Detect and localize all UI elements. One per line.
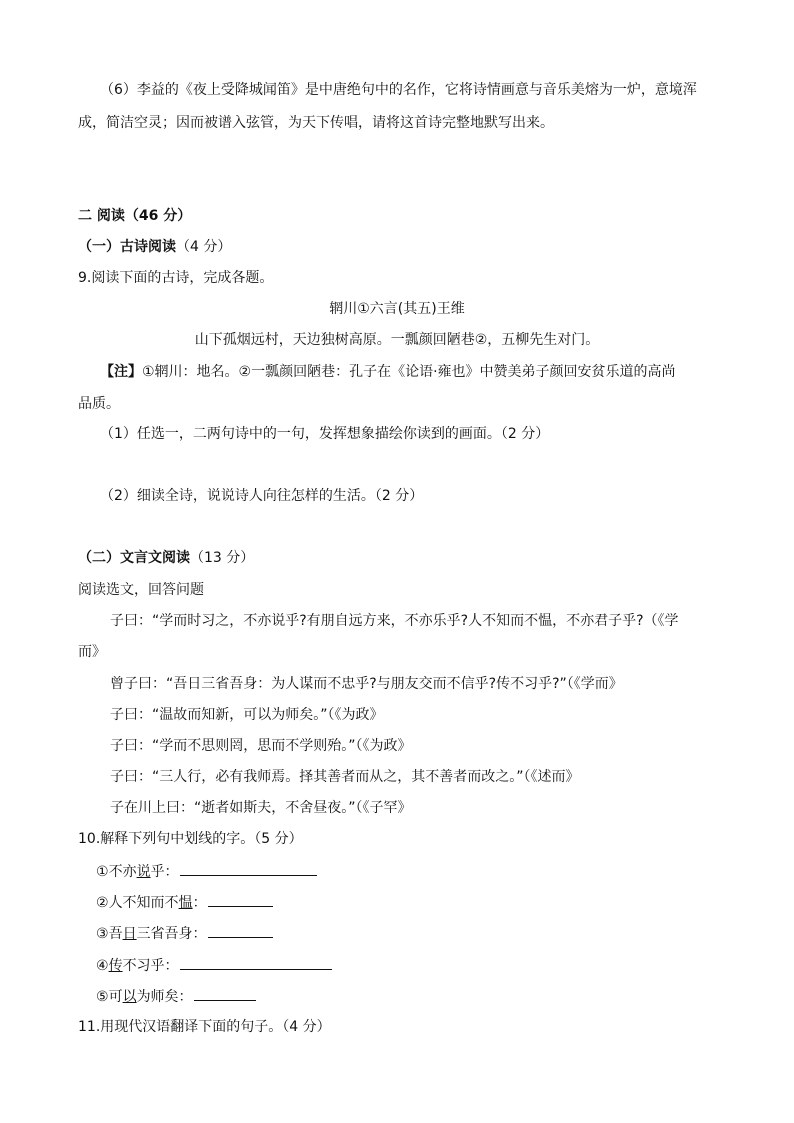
subsection2-title: （二）文言文阅读 bbox=[78, 550, 190, 566]
q9-1: （1）任选一，二两句诗中的一句，发挥想象描绘你读到的画面。（2 分） bbox=[100, 426, 550, 442]
q10-item-1 bbox=[96, 861, 317, 882]
q10-item-num: ③ bbox=[96, 926, 109, 942]
q10-item-num: ④ bbox=[96, 958, 109, 974]
answer-blank[interactable] bbox=[208, 892, 273, 907]
note-text: ①辋川：地名。②一瓢颜回陋巷：孔子在《论语·雍也》中赞美弟子颜回安贫乐道的高尚 bbox=[142, 364, 676, 380]
subsection2-intro: 阅读选文，回答问题 bbox=[78, 582, 204, 598]
q10-item-marked-char: 愠 bbox=[178, 895, 193, 911]
q11-title: 11.用现代汉语翻译下面的句子。（4 分） bbox=[78, 1019, 331, 1035]
answer-blank[interactable] bbox=[180, 955, 332, 970]
q6-line2: 成，简洁空灵；因而被谱入弦管，为天下传唱，请将这首诗完整地默写出来。 bbox=[78, 115, 554, 131]
poem-line: 山下孤烟远村，天边独树高原。一瓢颜回陋巷②，五柳先生对门。 bbox=[194, 332, 600, 348]
q6-line1: （6）李益的《夜上受降城闻笛》是中唐绝句中的名作，它将诗情画意与音乐美熔为一炉，意境浑 bbox=[100, 82, 697, 98]
subsection2-score: （13 分） bbox=[190, 550, 255, 566]
q10-item-2 bbox=[96, 892, 273, 913]
passage-1-line2: 而》 bbox=[78, 644, 106, 660]
subsection2-heading bbox=[78, 548, 254, 568]
q10-item-pre: 吾 bbox=[108, 926, 123, 942]
passage-6: 子在川上曰：“逝者如斯夫，不舍昼夜。”（《子罕》 bbox=[110, 800, 412, 816]
passage-2: 曾子曰：“吾日三省吾身：为人谋而不忠乎?与朋友交而不信乎?传不习乎?”（《学而》 bbox=[110, 676, 623, 692]
section-title: 二 阅读（46 分） bbox=[78, 208, 192, 224]
q10-item-post: 为师矣： bbox=[136, 989, 193, 1005]
subsection1-title: （一）古诗阅读 bbox=[78, 239, 176, 255]
q10-item-marked-char: 说 bbox=[136, 864, 151, 880]
q10-item-pre: 可 bbox=[108, 989, 123, 1005]
q10-item-pre: 人不知而不 bbox=[108, 895, 179, 911]
q10-item-num: ② bbox=[96, 895, 109, 911]
q10-item-pre: 不亦 bbox=[108, 864, 137, 880]
q10-item-marked-char: 以 bbox=[122, 989, 137, 1005]
q10-item-post: 不习乎： bbox=[122, 958, 179, 974]
q9-2: （2）细读全诗，说说诗人向往怎样的生活。（2 分） bbox=[100, 488, 424, 504]
note-line1 bbox=[100, 362, 676, 382]
q10-item-4 bbox=[96, 955, 332, 976]
answer-blank[interactable] bbox=[194, 986, 256, 1001]
passage-4: 子曰：“学而不思则罔，思而不学则殆。”（《为政》 bbox=[110, 738, 412, 754]
subsection1-heading bbox=[78, 237, 231, 257]
q10-item-num: ⑤ bbox=[96, 989, 109, 1005]
note-label: 【注】 bbox=[100, 364, 142, 380]
q9-intro: 9.阅读下面的古诗，完成各题。 bbox=[78, 270, 274, 286]
q10-title: 10.解释下列句中划线的字。（5 分） bbox=[78, 831, 303, 847]
q10-item-3 bbox=[96, 923, 273, 944]
q10-item-post: 乎： bbox=[150, 864, 179, 880]
q10-item-num: ① bbox=[96, 864, 109, 880]
answer-blank[interactable] bbox=[208, 923, 273, 938]
q10-item-5 bbox=[96, 986, 256, 1007]
passage-5: 子曰：“三人行，必有我师焉。择其善者而从之，其不善者而改之。”（《述而》 bbox=[110, 769, 580, 785]
passage-3: 子曰：“温故而知新，可以为师矣。”（《为政》 bbox=[110, 707, 384, 723]
q10-item-marked-char: 传 bbox=[108, 958, 123, 974]
q10-item-post: ： bbox=[192, 895, 207, 911]
poem-title: 辋川①六言(其五)王维 bbox=[329, 301, 465, 317]
passage-1-line1: 子曰：“学而时习之，不亦说乎?有朋自远方来，不亦乐乎?人不知而不愠，不亦君子乎?（《学 bbox=[110, 613, 679, 629]
subsection1-score: （4 分） bbox=[176, 239, 232, 255]
q10-item-marked-char: 日 bbox=[122, 926, 137, 942]
q10-item-post: 三省吾身： bbox=[136, 926, 207, 942]
note-line2: 品质。 bbox=[78, 396, 120, 412]
answer-blank[interactable] bbox=[180, 861, 317, 876]
